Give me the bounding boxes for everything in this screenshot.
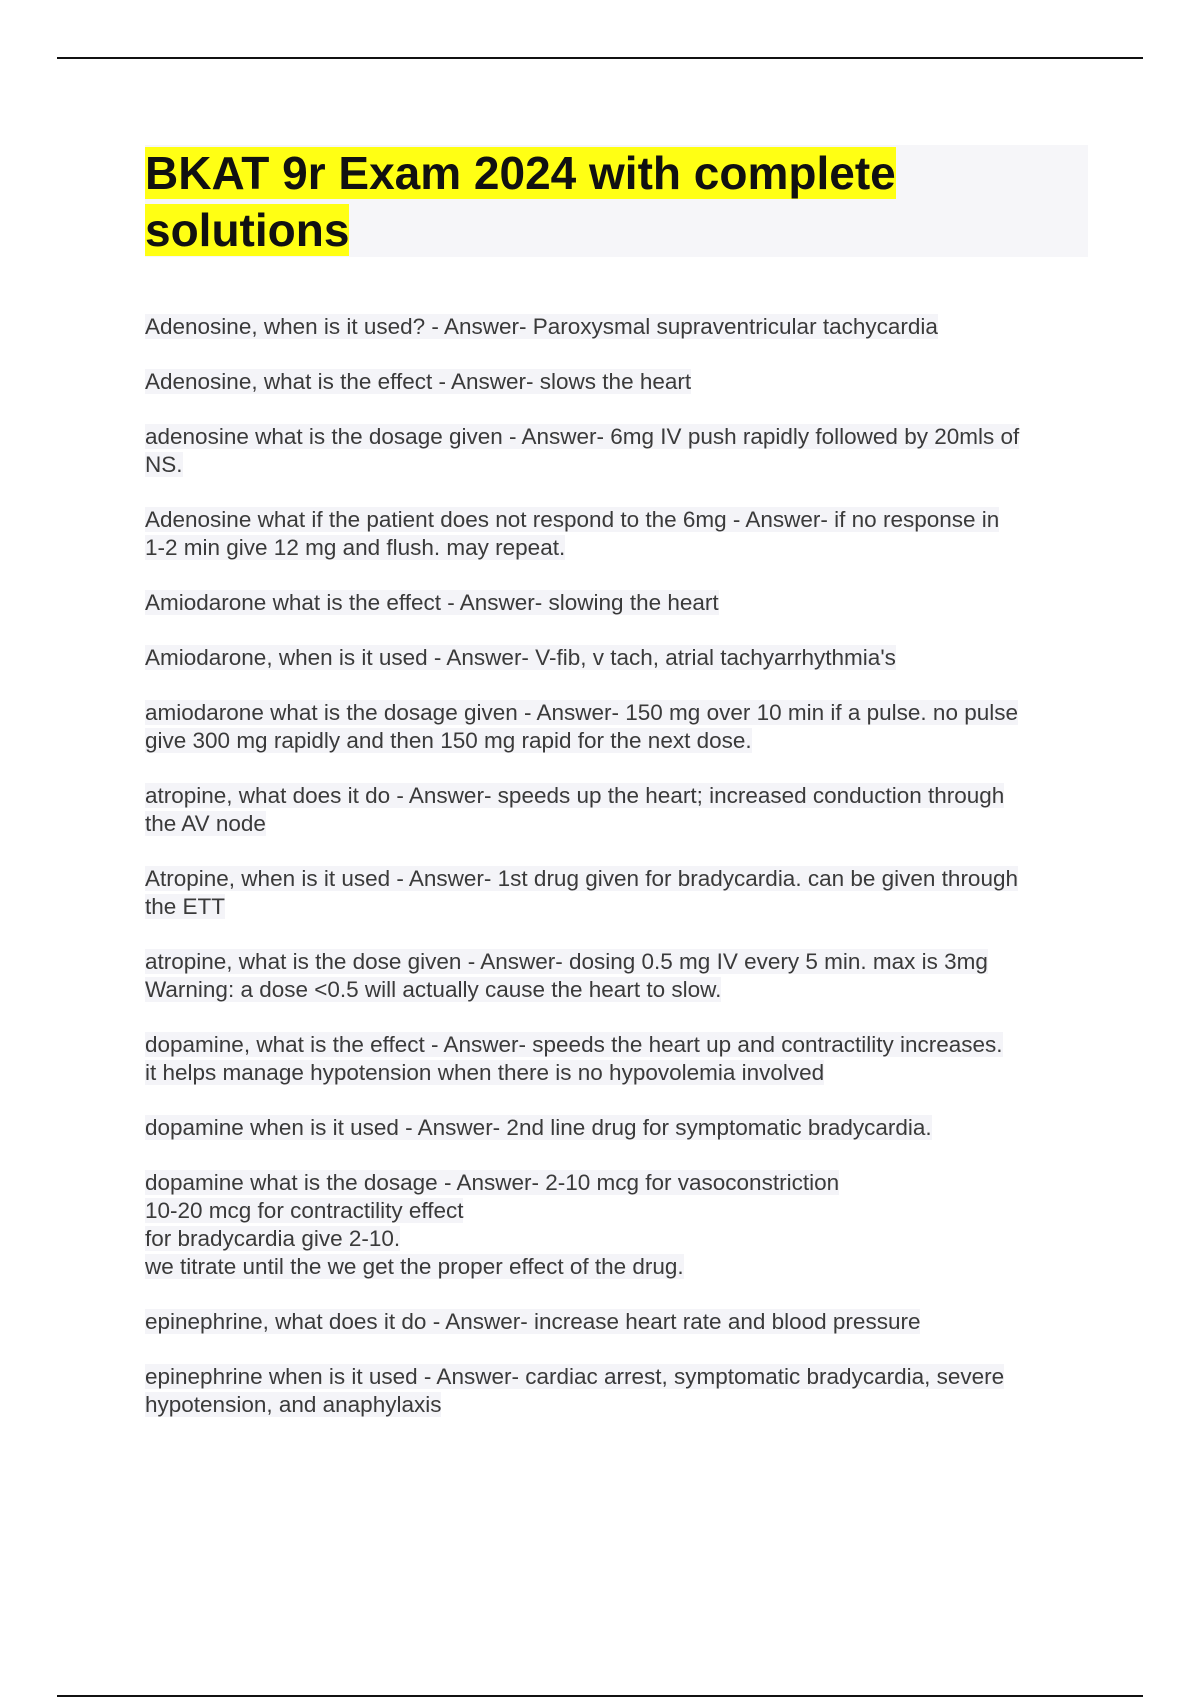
qa-text: Adenosine what if the patient does not respond to the 6mg - Answer- if no response in 1-2 min give 12 mg and flush. may repeat.: [145, 507, 1000, 560]
qa-text: Adenosine, what is the effect - Answer- slows the heart: [145, 369, 692, 394]
qa-item: [145, 589, 1095, 617]
qa-text: amiodarone what is the dosage given - Answer- 150 mg over 10 min if a pulse. no pulse give 300 mg rapidly and then 150 mg rapid for the next dose.: [145, 700, 1018, 753]
qa-text: Amiodarone, when is it used - Answer- V-fib, v tach, atrial tachyarrhythmia's: [145, 645, 896, 670]
qa-list: [145, 313, 1095, 1446]
qa-item: [145, 1031, 1095, 1087]
qa-text: epinephrine, what does it do - Answer- increase heart rate and blood pressure: [145, 1309, 921, 1334]
qa-text: Atropine, when is it used - Answer- 1st drug given for bradycardia. can be given through the ETT: [145, 866, 1018, 919]
qa-item: [145, 1169, 1095, 1281]
qa-item: [145, 313, 1095, 341]
bottom-divider: [57, 1695, 1143, 1697]
qa-text: adenosine what is the dosage given - Answer- 6mg IV push rapidly followed by 20mls of NS.: [145, 424, 1020, 477]
document-title-text: BKAT 9r Exam 2024 with complete solutions: [145, 147, 896, 256]
qa-text: dopamine what is the dosage - Answer- 2-10 mcg for vasoconstriction 10-20 mcg for contractility effect for bradycardia give 2-10. we titrate until the we get the proper effect of the drug.: [145, 1170, 840, 1279]
qa-item: [145, 644, 1095, 672]
qa-item: [145, 782, 1095, 838]
title-block: [145, 145, 1088, 257]
qa-item: [145, 865, 1095, 921]
qa-text: atropine, what does it do - Answer- speeds up the heart; increased conduction through the AV node: [145, 783, 1005, 836]
qa-item: [145, 948, 1095, 1004]
qa-item: [145, 1308, 1095, 1336]
qa-item: [145, 1114, 1095, 1142]
top-divider: [57, 57, 1143, 59]
qa-text: epinephrine when is it used - Answer- cardiac arrest, symptomatic bradycardia, severe hypotension, and anaphylaxis: [145, 1364, 1005, 1417]
qa-item: [145, 699, 1095, 755]
qa-text: dopamine when is it used - Answer- 2nd line drug for symptomatic bradycardia.: [145, 1115, 932, 1140]
qa-text: atropine, what is the dose given - Answer- dosing 0.5 mg IV every 5 min. max is 3mg Warning: a dose <0.5 will actually cause the heart to slow.: [145, 949, 988, 1002]
qa-item: [145, 423, 1095, 479]
qa-text: dopamine, what is the effect - Answer- speeds the heart up and contractility increases. it helps manage hypotension when there is no hypovolemia involved: [145, 1032, 1003, 1085]
qa-item: [145, 1363, 1095, 1419]
document-title: [145, 145, 1088, 259]
qa-item: [145, 506, 1095, 562]
qa-item: [145, 368, 1095, 396]
qa-text: Amiodarone what is the effect - Answer- slowing the heart: [145, 590, 719, 615]
qa-text: Adenosine, when is it used? - Answer- Paroxysmal supraventricular tachycardia: [145, 314, 938, 339]
